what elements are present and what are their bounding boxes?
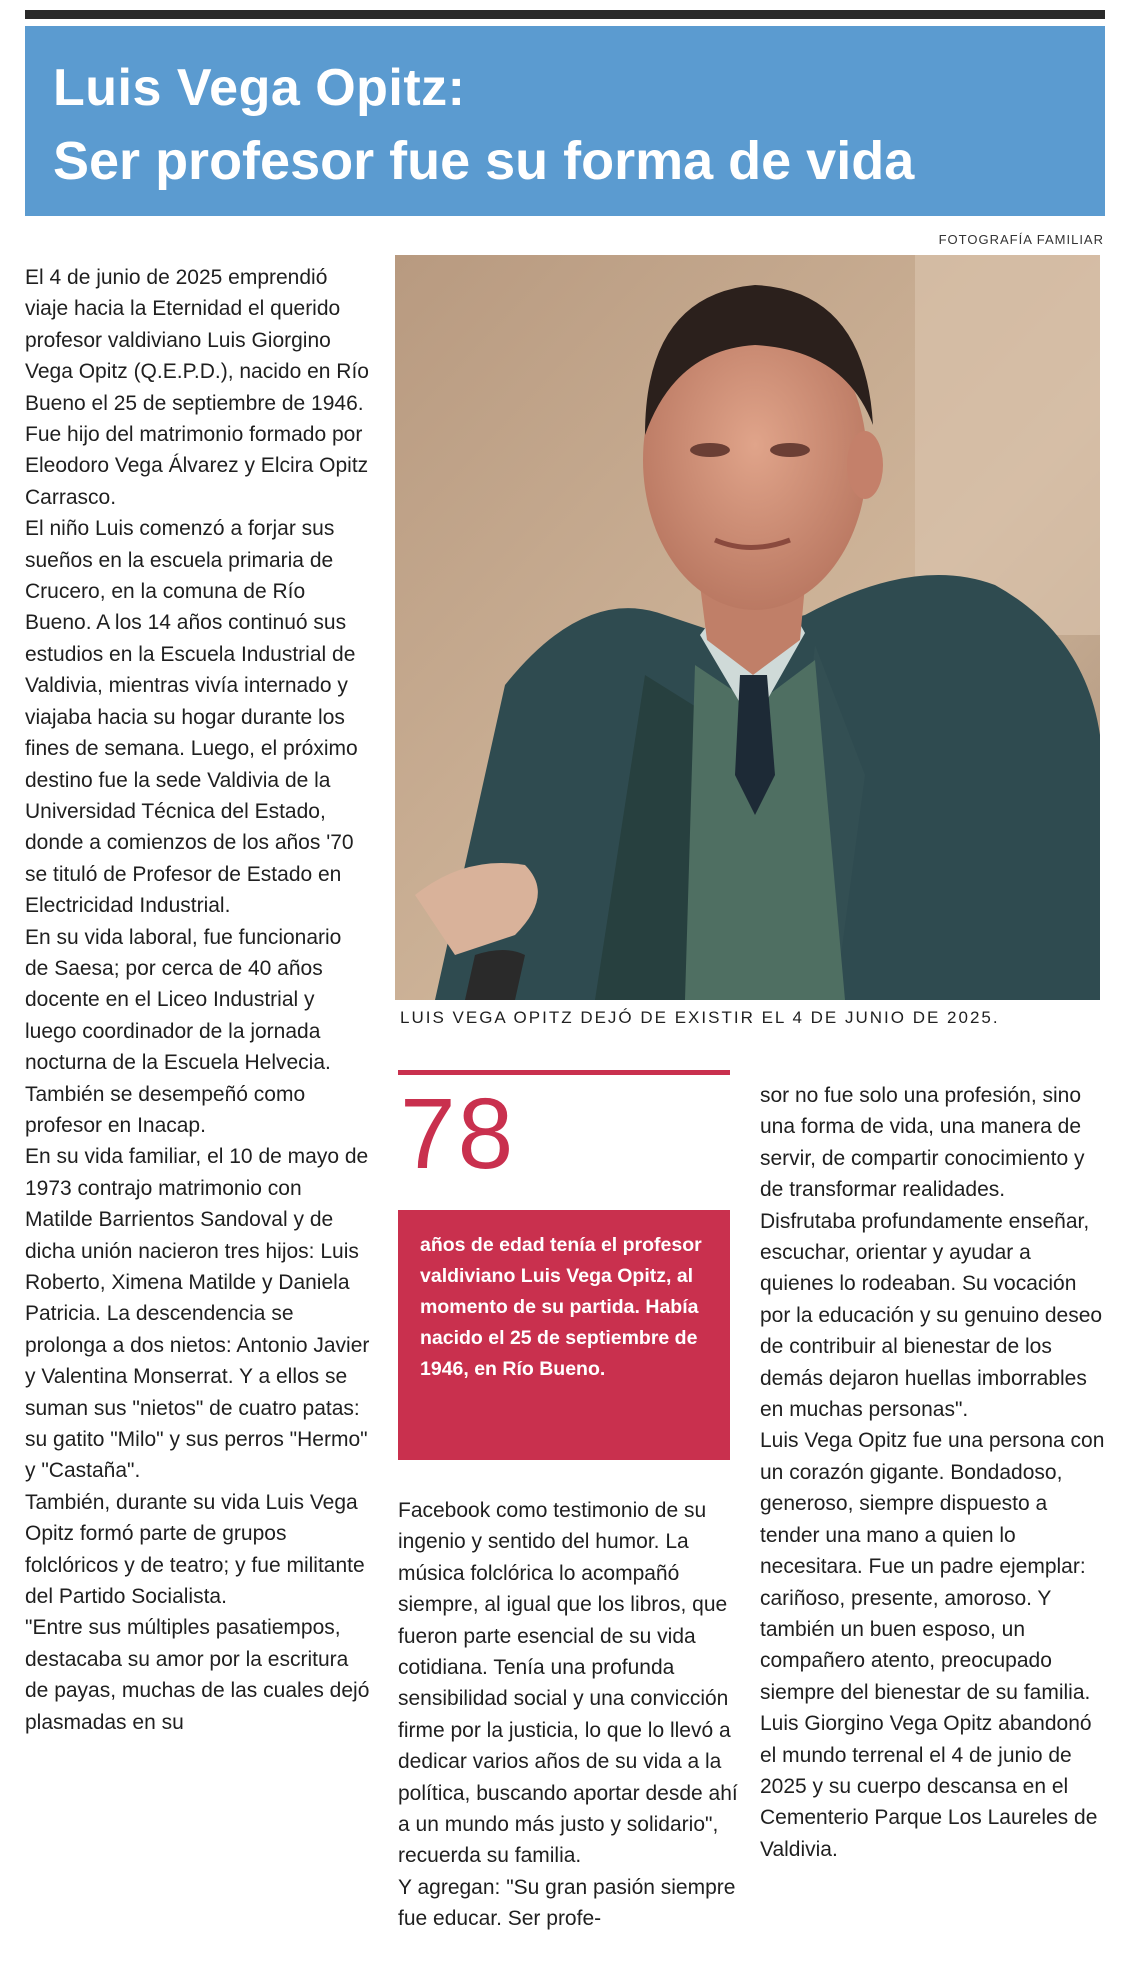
stat-number: 78 xyxy=(400,1078,516,1190)
article-paragraph: El 4 de junio de 2025 emprendió viaje hacia la Eternidad el querido profesor valdiviano Luis Giorgino Vega Opitz (Q.E.P.D.), nacido en Río Bueno el 25 de septiembre de 1946. xyxy=(25,266,369,415)
stat-box xyxy=(398,1210,730,1460)
top-rule xyxy=(25,10,1105,19)
article-paragraph: En su vida familiar, el 10 de mayo de 1973 contrajo matrimonio con Matilde Barrientos Sandoval y de dicha unión nacieron tres hijos: Luis Roberto, Ximena Matilde y Daniela Patricia. La descendencia se prolonga a dos nietos: Antonio Javier y Valentina Monserrat. Y a ellos se suman sus "nietos" de cuatro patas: su gatito "Milo" y sus perros "Hermo" y "Castaña". xyxy=(25,1145,370,1483)
article-column-middle xyxy=(398,1495,738,1935)
photo-caption: LUIS VEGA OPITZ DEJÓ DE EXISTIR EL 4 DE JUNIO DE 2025. xyxy=(400,1008,1000,1027)
article-paragraph: En su vida laboral, fue funcionario de Saesa; por cerca de 40 años docente en el Liceo Industrial y luego coordinador de la jornada nocturna de la Escuela Helvecia. También se desempeñó como profesor en Inacap. xyxy=(25,925,342,1137)
photo-credit: FOTOGRAFÍA FAMILIAR xyxy=(938,232,1104,247)
article-paragraph: sor no fue solo una profesión, sino una forma de vida, una manera de servir, de compartir conocimiento y de transformar realidades. Disfrutaba profundamente enseñar, escuchar, orientar y ayudar a quienes lo rodeaban. Su vocación por la educación y su genuino deseo de contribuir al bienestar de los demás dejaron huellas imborrables en muchas personas". xyxy=(760,1084,1103,1422)
stat-rule xyxy=(398,1070,730,1075)
article-paragraph: Luis Vega Opitz fue una persona con un corazón gigante. Bondadoso, generoso, siempre dispuesto a tender una mano a quien lo necesitara. Fue un padre ejemplar: cariñoso, presente, amoroso. Y también un buen esposo, un compañero atento, preocupado siempre del bienestar de su familia. xyxy=(760,1429,1105,1704)
article-paragraph: "Entre sus múltiples pasatiempos, destacaba su amor por la escritura de payas, muchas de las cuales dejó plasmadas en su xyxy=(25,1616,370,1734)
portrait-photo xyxy=(395,255,1100,1000)
article-paragraph: También, durante su vida Luis Vega Opitz formó parte de grupos folclóricos y de teatro; y fue militante del Partido Socialista. xyxy=(25,1490,365,1609)
article-paragraph: Fue hijo del matrimonio formado por Eleodoro Vega Álvarez y Elcira Opitz Carrasco. xyxy=(25,423,369,509)
article-paragraph: Y agregan: "Su gran pasión siempre fue educar. Ser profe- xyxy=(398,1875,736,1931)
article-column-right xyxy=(760,1080,1105,1865)
article-paragraph: Facebook como testimonio de su ingenio y sentido del humor. La música folclórica lo acompañó siempre, al igual que los libros, que fueron parte esencial de su vida cotidiana. Tenía una profunda sensibilidad social y una convicción firme por la justicia, lo que lo llevó a dedicar varios años de su vida a la política, buscando aportar desde ahí a un mundo más justo y solidario", recuerda su familia. xyxy=(398,1499,738,1868)
article-column-left xyxy=(25,262,370,1738)
article-paragraph: Luis Giorgino Vega Opitz abandonó el mundo terrenal el 4 de junio de 2025 y su cuerpo descansa en el Cementerio Parque Los Laureles de Valdivia. xyxy=(760,1712,1098,1861)
stat-text: años de edad tenía el profesor valdiviano Luis Vega Opitz, al momento de su partida. Había nacido el 25 de septiembre de 1946, en Río Bueno. xyxy=(420,1234,702,1380)
headline-title: Luis Vega Opitz: xyxy=(53,59,466,117)
headline-banner xyxy=(25,26,1105,216)
article-paragraph: El niño Luis comenzó a forjar sus sueños en la escuela primaria de Crucero, en la comuna de Río Bueno. A los 14 años continuó sus estudios en la Escuela Industrial de Valdivia, mientras vivía internado y viajaba hacia su hogar durante los fines de semana. Luego, el próximo destino fue la sede Valdivia de la Universidad Técnica del Estado, donde a comienzos de los años '70 se tituló de Profesor de Estado en Electricidad Industrial. xyxy=(25,517,358,918)
headline-subtitle: Ser profesor fue su forma de vida xyxy=(53,131,915,191)
